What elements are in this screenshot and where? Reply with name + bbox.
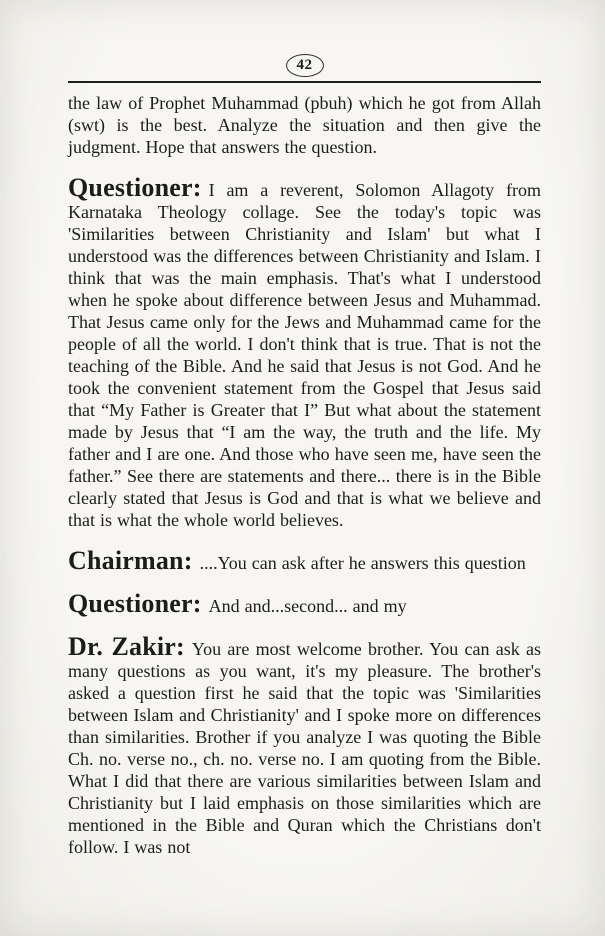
dialogue-paragraph-questioner-2 bbox=[68, 591, 541, 617]
dialogue-paragraph-dr-zakir bbox=[68, 634, 541, 858]
dialogue-paragraph-chairman bbox=[68, 548, 541, 574]
speech-text: And and...second... and my bbox=[208, 596, 407, 616]
speech-text: I am a reverent, Solomon Allagoty from Karnataka Theology collage. See the today's topic was 'Similarities between Christianity and Islam' but what I understood was the differences between Christianity and Islam. I think that was the main emphasis. That's what I understood when he spoke about difference between Jesus and Muhammad. That Jesus came only for the Jews and Muhammad came for the people of all the world. I don't think that is true. That is not the teaching of the Bible. And he said that Jesus is not God. And he took the convenient statement from the Gospel that Jesus said that “My Father is Greater that I” But what about the statement made by Jesus that “I am the way, the truth and the life. My father and I are one. And those who have seen me, have seen the father.” See there are statements and there... there is in the Bible clearly stated that Jesus is God and that is what we believe and that is what the whole world believes. bbox=[68, 180, 541, 530]
paragraph-continuation: the law of Prophet Muhammad (pbuh) which he got from Allah (swt) is the best. Analyze the situation and then give the judgment. Hope that answers the question. bbox=[68, 93, 541, 157]
speech-text: You are most welcome brother. You can ask as many questions as you want, it's my pleasure. The brother's asked a question first he said that the topic was 'Similarities between Islam and Christianity' and I spoke more on differences than similarities. Brother if you analyze I was quoting the Bible Ch. no. verse no., ch. no. verse no. I am quoting from the Bible. What I did that there are various similarities between Islam and Christianity but I laid emphasis on those similarities which are mentioned in the Bible and Quran which the Christians don't follow. I was not bbox=[68, 639, 541, 857]
page-number: 42 bbox=[296, 57, 313, 73]
speaker-label: Chairman: bbox=[68, 546, 193, 575]
dialogue-paragraph-questioner-1 bbox=[68, 175, 541, 531]
page-header bbox=[68, 54, 541, 83]
speaker-label: Dr. Zakir: bbox=[68, 632, 185, 661]
speaker-label: Questioner: bbox=[68, 589, 202, 618]
speech-text: ....You can ask after he answers this question bbox=[199, 553, 526, 573]
page-number-badge bbox=[286, 54, 324, 77]
speaker-label: Questioner: bbox=[68, 173, 202, 202]
header-rule bbox=[68, 81, 541, 83]
